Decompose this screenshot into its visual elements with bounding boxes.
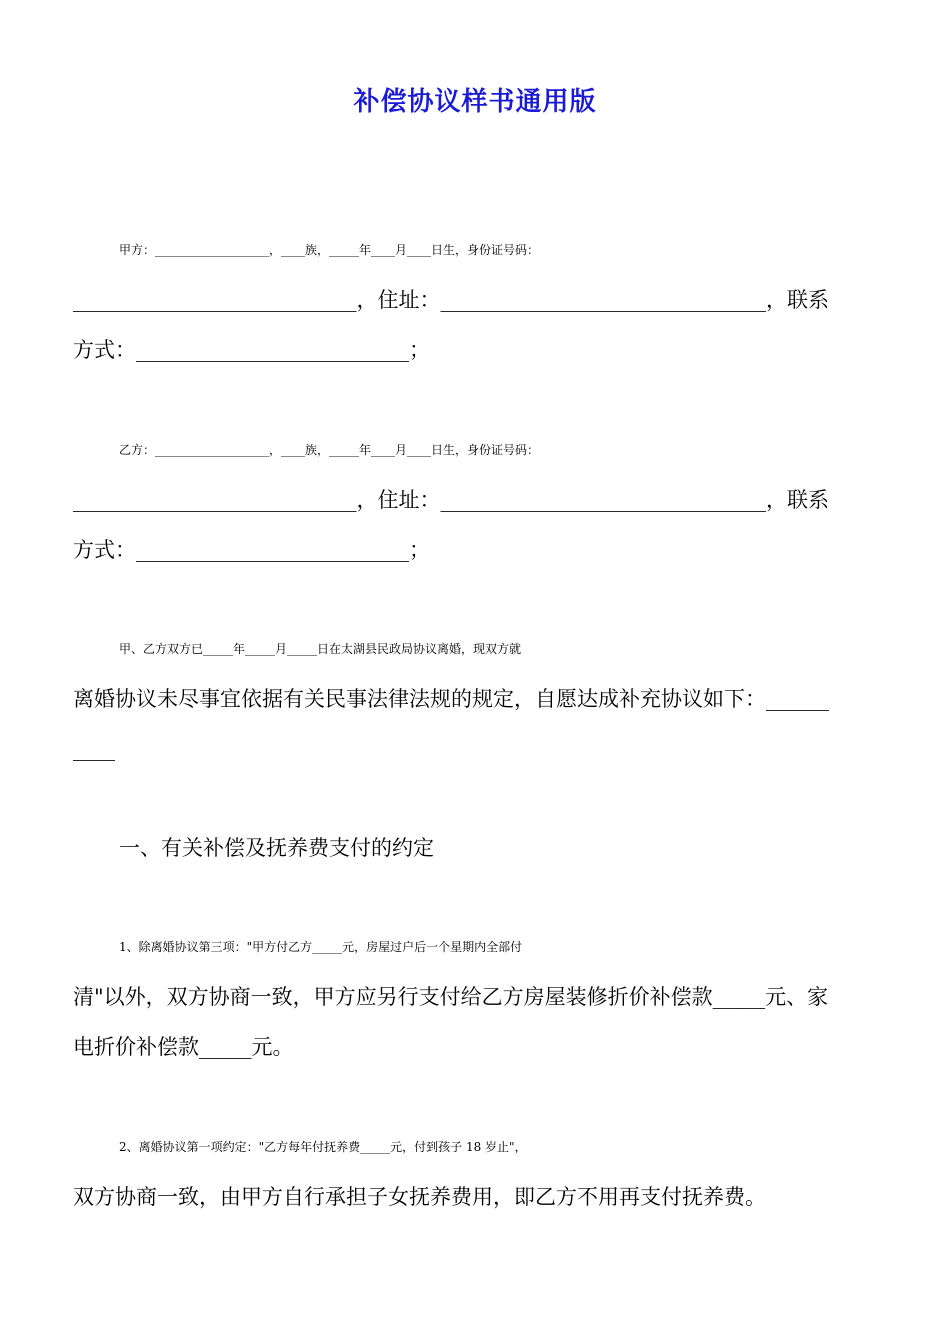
clause-1-line-2: 清"以外，双方协商一致，甲方应另行支付给乙方房屋装修折价补偿款_____元、家: [73, 985, 829, 1009]
clause-1-line-1: 1、除离婚协议第三项："甲方付乙方_____元，房屋过户后一个星期内全部付: [119, 940, 523, 954]
clause-2-line-2: 双方协商一致，由甲方自行承担子女抚养费用，即乙方不用再支付抚养费。: [73, 1185, 766, 1209]
document-title: 补偿协议样书通用版: [353, 87, 597, 117]
party-b-line-3: 方式：__________________________；: [73, 538, 430, 562]
party-b-line-2: ___________________________，住址：_______________________________，联系: [73, 488, 829, 512]
party-a-line-3: 方式：__________________________；: [73, 338, 430, 362]
party-b-line-1: 乙方：___________________，____族，_____年____月____日生，身份证号码：: [119, 443, 540, 457]
intro-line-3: ____: [73, 737, 115, 761]
section-1-heading: 一、有关补偿及抚养费支付的约定: [119, 836, 434, 860]
clause-1-line-3: 电折价补偿款_____元。: [73, 1035, 294, 1059]
intro-line-2: 离婚协议未尽事宜依据有关民事法律法规的规定，自愿达成补充协议如下：______: [73, 687, 829, 711]
intro-line-1: 甲、乙方双方已_____年_____月_____日在太湖县民政局协议离婚，现双方就: [119, 642, 522, 656]
party-a-line-2: ___________________________，住址：_______________________________，联系: [73, 288, 829, 312]
clause-2-line-1: 2、离婚协议第一项约定："乙方每年付抚养费_____元，付到孩子 18 岁止"，: [119, 1140, 527, 1154]
party-a-line-1: 甲方：___________________，____族，_____年____月____日生，身份证号码：: [119, 243, 540, 257]
